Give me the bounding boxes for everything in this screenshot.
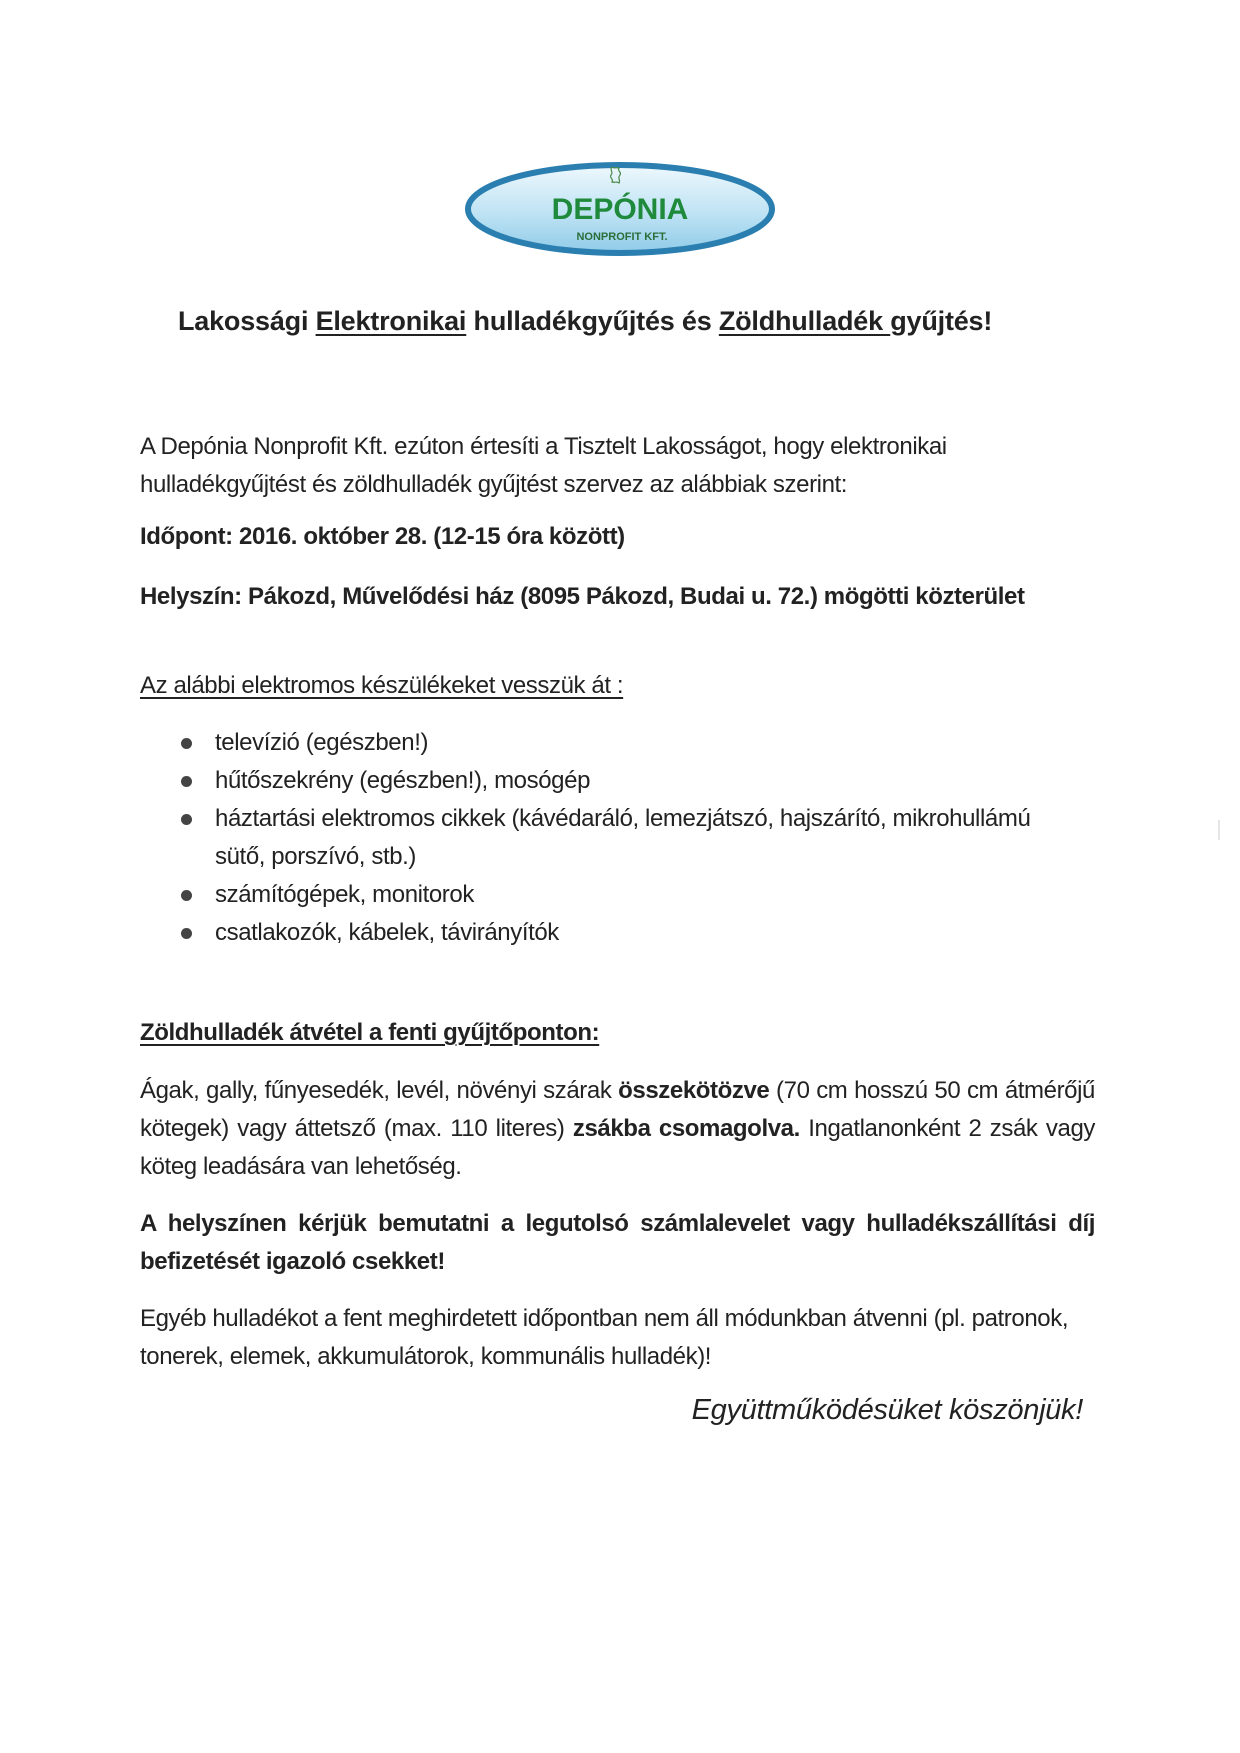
bullet-icon: [181, 890, 192, 901]
list-item: [140, 876, 1040, 914]
bullet-icon: [181, 776, 192, 787]
scan-artifact: [1218, 820, 1220, 840]
accepted-items-heading: Az alábbi elektromos készülékeket vesszük át :: [140, 672, 624, 699]
invoice-notice: A helyszínen kérjük bemutatni a legutolsó számlalevelet vagy hulladékszállítási díj befizetését igazoló csekket!: [140, 1210, 1095, 1275]
logo-graphic: [462, 157, 778, 257]
list-item-text: televízió (egészben!): [215, 729, 429, 756]
bullet-icon: [181, 928, 192, 939]
green-text: (70 cm hosszú 50 cm átmérőjű kötegek) vagy áttetsző (max. 110 literes): [140, 1077, 1095, 1142]
accepted-items-list: [140, 724, 1040, 952]
page-title: [178, 306, 1078, 337]
title-green: Zöldhulladék: [718, 306, 891, 336]
green-bold: összekötözve: [618, 1077, 770, 1104]
deponia-logo: [462, 157, 778, 257]
list-item: [140, 914, 1040, 952]
title-part: gyűjtés!: [890, 306, 993, 336]
green-waste-paragraph: [140, 1072, 1095, 1186]
green-text: Ingatlanonként 2 zsák vagy köteg leadására van lehetőség.: [140, 1115, 1095, 1180]
list-item-text: számítógépek, monitorok: [215, 881, 474, 908]
intro-paragraph: A Depónia Nonprofit Kft. ezúton értesíti a Tisztelt Lakosságot, hogy elektronikai hulladékgyűjtést és zöldhulladék gyűjtést szervez az alábbiak szerint:: [140, 433, 947, 498]
list-item-text: csatlakozók, kábelek, távirányítók: [215, 919, 559, 946]
logo-name: DEPÓNIA: [551, 193, 689, 226]
title-electronic: Elektronikai: [315, 306, 467, 336]
green-bold: zsákba csomagolva.: [572, 1115, 800, 1142]
bullet-icon: [181, 814, 192, 825]
time-line: Időpont: 2016. október 28. (12-15 óra között): [140, 523, 625, 550]
list-item: [140, 724, 1040, 762]
green-text: Ágak, gally, fűnyesedék, levél, növényi szárak: [140, 1077, 619, 1104]
logo-subtitle: NONPROFIT KFT.: [576, 231, 668, 243]
list-item-text: háztartási elektromos cikkek (kávédaráló, lemezjátszó, hajszárító, mikrohullámú sütő, porszívó, stb.): [215, 805, 1031, 870]
green-waste-heading: Zöldhulladék átvétel a fenti gyűjtőponton:: [140, 1019, 600, 1046]
other-waste-paragraph: Egyéb hulladékot a fent meghirdetett időpontban nem áll módunkban átvenni (pl. patronok, tonerek, elemek, akkumulátorok, kommunális hulladék)!: [140, 1305, 1069, 1370]
closing-thanks: Együttműködésüket köszönjük!: [691, 1394, 1083, 1426]
list-item: [140, 800, 1040, 876]
list-item-text: hűtőszekrény (egészben!), mosógép: [215, 767, 591, 794]
bullet-icon: [181, 738, 192, 749]
place-line: Helyszín: Pákozd, Művelődési ház (8095 Pákozd, Budai u. 72.) mögötti közterület: [140, 583, 1025, 610]
list-item: [140, 762, 1040, 800]
title-part: hulladékgyűjtés és: [466, 306, 719, 336]
title-part: Lakossági: [178, 306, 316, 336]
